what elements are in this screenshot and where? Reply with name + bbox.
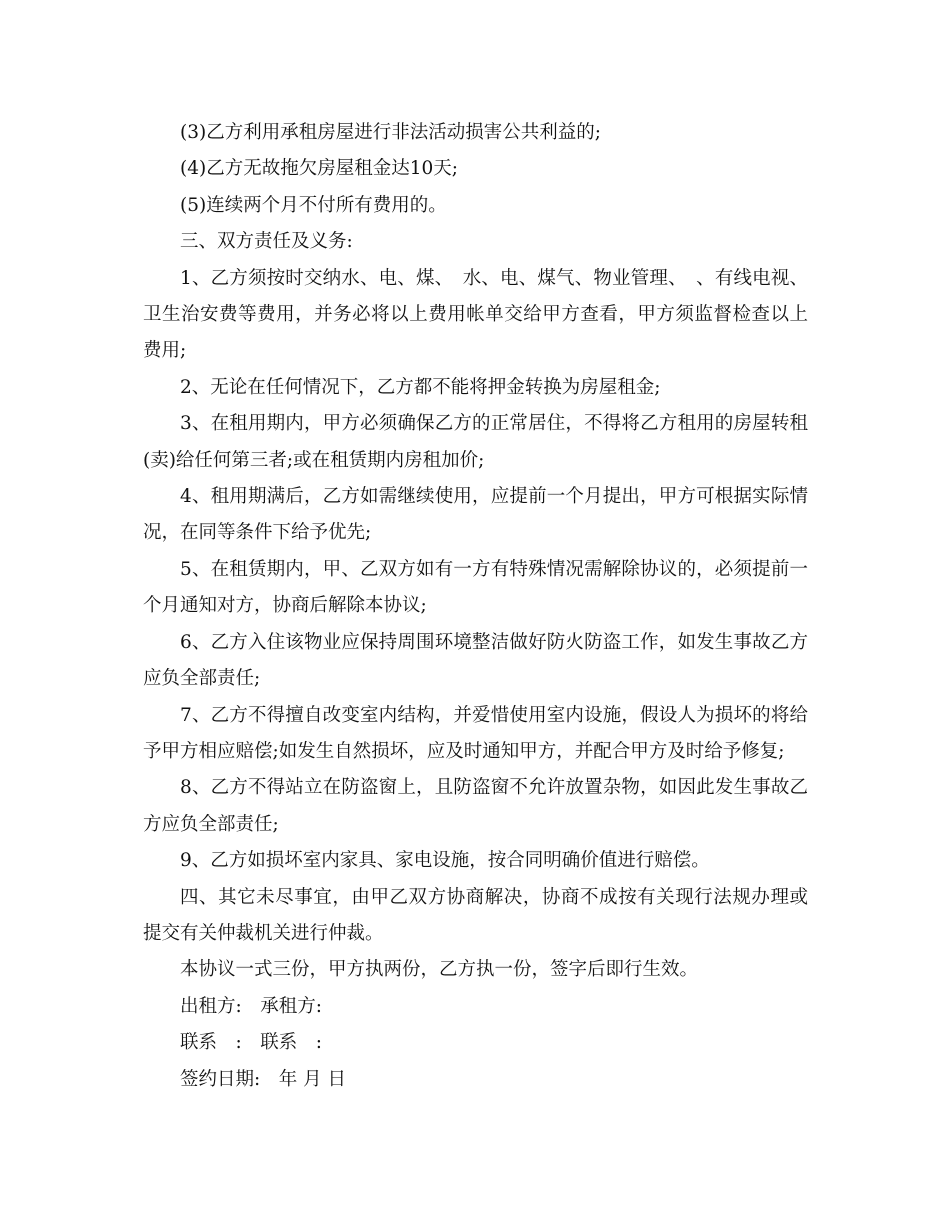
duty-4-renewal: 4、租用期满后，乙方如需继续使用，应提前一个月提出，甲方可根据实际情况，在同等条件下给予优先; <box>143 486 808 544</box>
section-3-heading: 三、双方责任及义务: <box>180 231 353 253</box>
clause-4-rent-arrears: (4)乙方无故拖欠房屋租金达10天; <box>180 158 458 180</box>
clause-3-illegal-use: (3)乙方利用承租房屋进行非法活动损害公共利益的; <box>180 122 601 143</box>
signing-date-line: 签约日期: 年 月 日 <box>180 1068 346 1090</box>
duty-7-structure: 7、乙方不得擅自改变室内结构，并爱惜使用室内设施，假设人为损坏的将给予甲方相应赔偿;如发生自然损坏，应及时通知甲方，并配合甲方及时给予修复; <box>143 704 808 762</box>
duty-9-compensation: 9、乙方如损坏室内家具、家电设施，按合同明确价值进行赔偿。 <box>180 850 710 872</box>
section-4-other-matters: 四、其它未尽事宜，由甲乙双方协商解决，协商不成按有关现行法规办理或提交有关仲裁机关进行仲裁。 <box>143 886 808 944</box>
signatories-line: 出租方: 承租方: <box>180 995 322 1017</box>
duty-3-occupancy: 3、在租用期内，甲方必须确保乙方的正常居住，不得将乙方租用的房屋转租(卖)给任何第三者;或在租赁期内房租加价; <box>143 413 808 471</box>
copies-clause: 本协议一式三份，甲方执两份，乙方执一份，签字后即行生效。 <box>180 959 699 981</box>
duty-5-termination: 5、在租赁期内，甲、乙双方如有一方有特殊情况需解除协议的，必须提前一个月通知对方，协商后解除本协议; <box>143 558 808 617</box>
clause-5-unpaid-fees: (5)连续两个月不付所有费用的。 <box>180 194 447 216</box>
duty-1-utilities: 1、乙方须按时交纳水、电、煤、 水、电、煤气、物业管理、 、有线电视、卫生治安费等费用，并务必将以上费用帐单交给甲方查看，甲方须监督检查以上费用; <box>143 267 808 362</box>
contract-body <box>143 115 808 1098</box>
duty-6-safety: 6、乙方入住该物业应保持周围环境整洁做好防火防盗工作，如发生事故乙方应负全部责任; <box>143 631 808 690</box>
duty-8-security-window: 8、乙方不得站立在防盗窗上，且防盗窗不允许放置杂物，如因此发生事故乙方应负全部责任; <box>143 777 808 835</box>
duty-2-deposit: 2、无论在任何情况下，乙方都不能将押金转换为房屋租金; <box>180 376 661 398</box>
contact-line: 联系 : 联系 : <box>180 1032 322 1054</box>
